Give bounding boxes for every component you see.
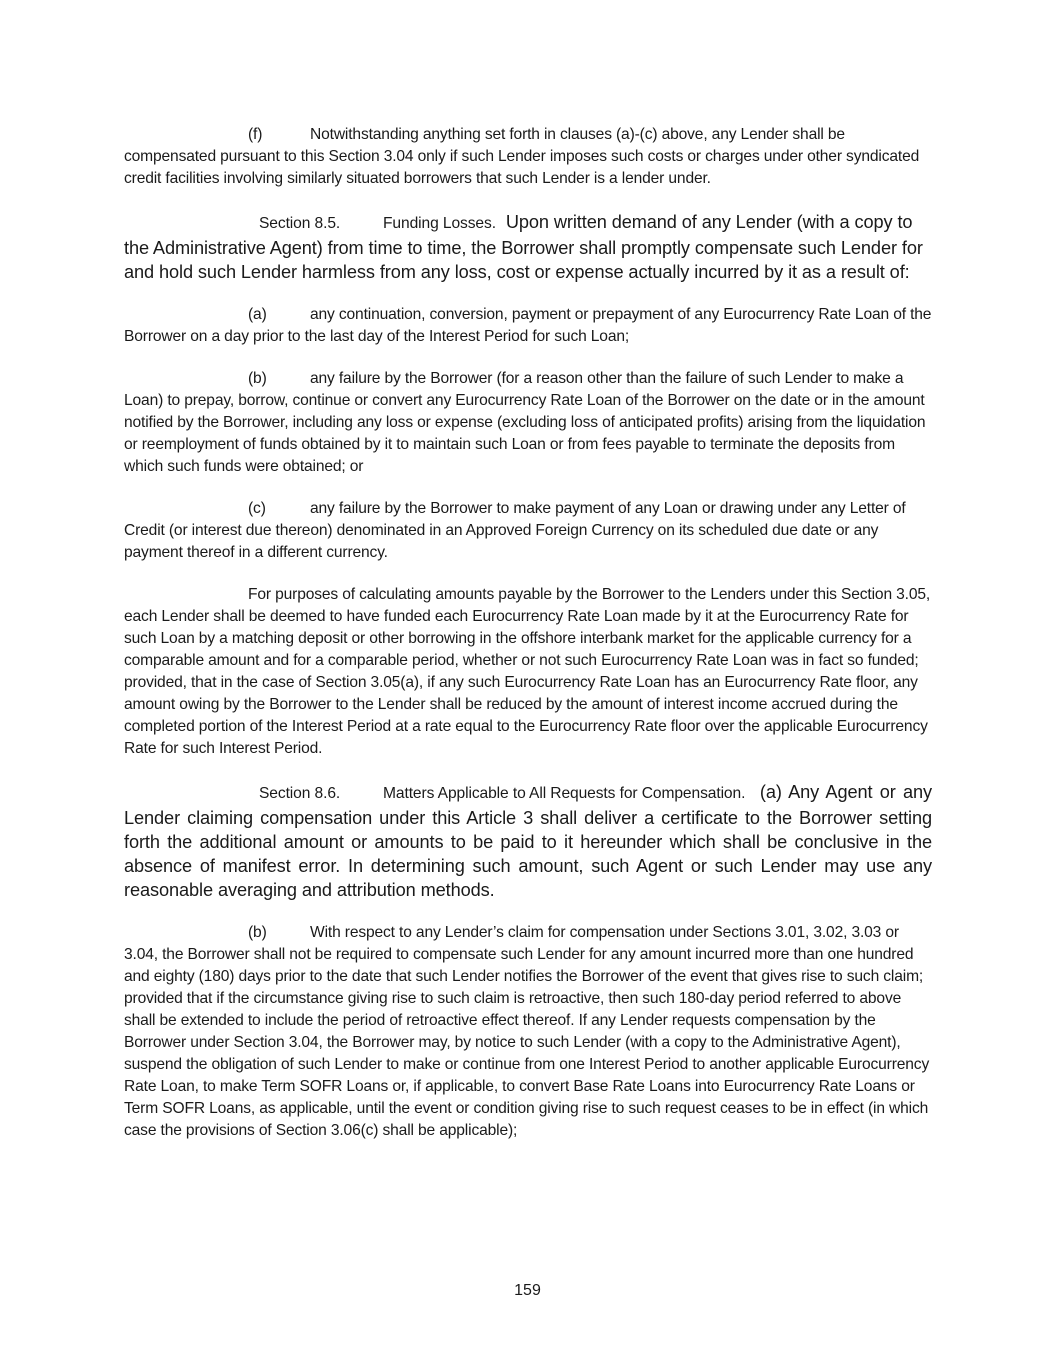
document-page (124, 124, 932, 1142)
section-8-6-text: (a) Any Agent or any Lender claiming compensation under this Article 3 shall deliver a certificate to the Borrower setting forth the additional amount or amounts to be paid to it hereunder which shall be conclusive in the absence of manifest error. In determining such amount, such Agent or such Lender may use any reasonable averaging and attribution methods. (124, 782, 933, 900)
clause-text-c: any failure by the Borrower to make payment of any Loan or drawing under any Letter of Credit (or interest due thereon) denominated in an Approved Foreign Currency on its scheduled due date or any payment thereof in a different currency. (124, 500, 906, 561)
section-8-5-text: Upon written demand of any Lender (with a copy to the Administrative Agent) from time to time, the Borrower shall promptly compensate such Lender for and hold such Lender harmless from any loss, cost or expense actually incurred by it as a result of: (124, 212, 923, 282)
clause-text-f: Notwithstanding anything set forth in clauses (a)-(c) above, any Lender shall be compensated pursuant to this Section 3.04 only if such Lender imposes such costs or charges under other syndicated credit facilities involving similarly situated borrowers that such Lender is a lender under. (124, 126, 920, 187)
section-8-6-number: Section 8.6. (259, 785, 341, 802)
clause-label-b2: (b) (248, 924, 267, 941)
clause-text-b2: With respect to any Lender’s claim for compensation under Sections 3.01, 3.02, 3.03 or 3.04, the Borrower shall not be required to compensate such Lender for any amount incurred more than one hundred and eighty (180) days prior to the date that such Lender notifies the Borrower of the event that gives rise to such claim; provided that if the circumstance giving rise to such claim is retroactive, then such 180-day period referred to above shall be extended to include the period of retroactive effect thereof. If any Lender requests compensation by the Borrower under Section 3.04, the Borrower may, by notice to such Lender (with a copy to the Administrative Agent), suspend the obligation of such Lender to make or continue from one Interest Period to another applicable Eurocurrency Rate Loan, to make Term SOFR Loans or, if applicable, to convert Base Rate Loans into Eurocurrency Rate Loans or Term SOFR Loans, as applicable, until the event or condition giving rise to such request ceases to be in effect (in which case the provisions of Section 3.06(c) shall be applicable); (124, 924, 930, 1139)
clause-text-a: any continuation, conversion, payment or prepayment of any Eurocurrency Rate Loan of the Borrower on a day prior to the last day of the Interest Period for such Loan; (124, 306, 932, 345)
paragraph-purposes (124, 584, 932, 760)
clause-label-b: (b) (248, 370, 267, 387)
paragraph-a (124, 304, 932, 348)
purposes-text: For purposes of calculating amounts payable by the Borrower to the Lenders under this Section 3.05, each Lender shall be deemed to have funded each Eurocurrency Rate Loan made by it at the Eurocurrency Rate for such Loan by a matching deposit or other borrowing in the offshore interbank market for the applicable currency for a comparable amount and for a comparable period, whether or not such Eurocurrency Rate Loan was in fact so funded; provided, that in the case of Section 3.05(a), if any such Eurocurrency Rate Loan has an Eurocurrency Rate floor, any amount owing by the Borrower to the Lender shall be reduced by the amount of interest income accrued during the completed portion of the Interest Period at a rate equal to the Eurocurrency Rate floor over the applicable Eurocurrency Rate for such Interest Period. (124, 586, 931, 757)
paragraph-b (124, 368, 932, 478)
clause-label-a: (a) (248, 306, 267, 323)
section-8-5-heading: Funding Losses. (383, 215, 496, 232)
section-8-5-number: Section 8.5. (259, 215, 341, 232)
paragraph-f (124, 124, 932, 190)
section-8-6-heading: Matters Applicable to All Requests for Compensation. (383, 785, 746, 802)
section-8-5 (124, 210, 932, 284)
page-number: 159 (514, 1282, 541, 1299)
section-8-6 (124, 780, 932, 902)
clause-label-c: (c) (248, 500, 266, 517)
paragraph-c (124, 498, 932, 564)
paragraph-b2 (124, 922, 932, 1142)
clause-label-f: (f) (248, 126, 263, 143)
clause-text-b: any failure by the Borrower (for a reason other than the failure of such Lender to make a Loan) to prepay, borrow, continue or convert any Eurocurrency Rate Loan of the Borrower on the date or in the amount notified by the Borrower, including any loss or expense (excluding loss of anticipated profits) arising from the liquidation or reemployment of funds obtained by it to maintain such Loan or from fees payable to terminate the deposits from which such funds were obtained; or (124, 370, 926, 475)
